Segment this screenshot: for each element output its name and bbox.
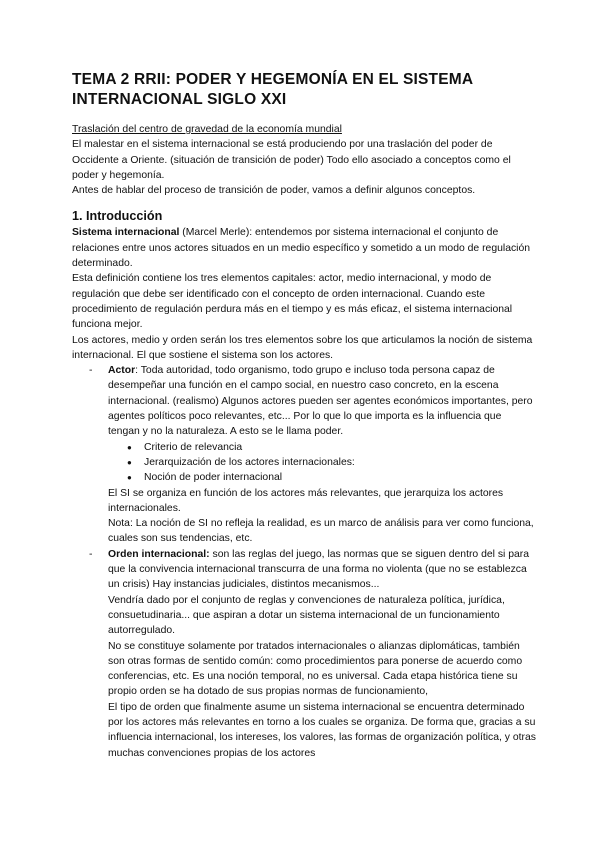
definition-author: (Marcel Merle) — [179, 227, 250, 239]
document-title: TEMA 2 RRII: PODER Y HEGEMONÍA EN EL SISTEMA INTERNACIONAL SIGLO XXI — [72, 71, 473, 108]
list-item: ● Criterio de relevancia — [144, 440, 536, 455]
actor-term: Actor — [108, 365, 136, 377]
articulation-paragraph: Los actores, medio y orden serán los tres elementos sobre los que articulamos la noción de sistema internacional. El que sostiene el sistema son los actores. — [72, 334, 533, 361]
definition-term: Sistema internacional — [72, 227, 180, 239]
actor-note-2: Nota: La noción de SI no refleja la realidad, es un marco de análisis para ver como funciona, cuales son sus tendencias, etc. — [108, 518, 534, 545]
definition-text: : entendemos por sistema internacional el conjunto de relaciones entre unos actores situados en un medio específico y sometido a un modo de regulación determinado. — [72, 227, 531, 270]
orden-paragraph-3: No se constituye solamente por tratados internacionales o alianzas diplomáticas, también son otras formas de sentido común: como procedimientos para ponerse de acuerdo como conferencias, etc. Es una noción temporal, no es universal. Cada etapa histórica tiene su propio orden se ha dotado de sus propias normas de funcionamiento, — [108, 640, 523, 698]
list-item: ● Noción de poder internacional — [144, 470, 536, 485]
definition-paragraph — [72, 225, 536, 271]
elements-paragraph: Esta definición contiene los tres elementos capitales: actor, medio internacional, y modo de regulación que debe ser identificado con el concepto de orden internacional. Cuando este procedimiento de regulación perdura más en el tiempo y es más eficaz, el sistema internacional funciona mejor. — [72, 273, 513, 331]
actor-text: : Toda autoridad, todo organismo, todo grupo e incluso toda persona capaz de desempeñar una función en el campo social, en nuestro caso concreto, en la escena internacional. (realismo) Algunos actores pueden ser agentes económicos importantes, pero agentes políticos poco relevantes, etc... Por lo que lo que importa es la influencia que tengan y no la naturaleza. A esto se le llama poder. — [108, 365, 533, 438]
intro-heading: Traslación del centro de gravedad de la economía mundial — [72, 124, 342, 135]
list-item: ● Jerarquización de los actores internacionales: — [144, 455, 536, 470]
orden-paragraph-4: El tipo de orden que finalmente asume un sistema internacional se encuentra determinado por los actores más relevantes en torno a los cuales se organiza. De forma que, gracias a su influencia internacional, los intereses, los valores, las formas de organización política, y otras muchas convenciones propias de los actores — [108, 701, 536, 759]
intro-paragraph-2: Antes de hablar del proceso de transición de poder, vamos a definir algunos conceptos. — [72, 185, 476, 197]
orden-term: Orden internacional: — [108, 548, 210, 560]
list-item-orden — [108, 547, 536, 761]
actor-bullet-list — [108, 440, 536, 486]
list-item-actor — [108, 363, 536, 547]
concept-list — [72, 363, 536, 761]
orden-paragraph-2: Vendría dado por el conjunto de reglas y convenciones de naturaleza política, jurídica, consuetudinaria... que aspiran a dotar un sistema internacional de un funcionamiento autorregulado. — [108, 594, 505, 637]
intro-paragraph-1: El malestar en el sistema internacional se está produciendo por una traslación del poder de Occidente a Oriente. (situación de transición de poder) Todo ello asociado a conceptos como el poder y hegemonía. — [72, 139, 511, 181]
section-heading-introduccion: 1. Introducción — [72, 209, 163, 224]
actor-note-1: El SI se organiza en función de los actores más relevantes, que jerarquiza los actores internacionales. — [108, 487, 504, 514]
orden-text: son las reglas del juego, las normas que se siguen dentro del si para que la convivencia internacional transcurra de una forma no violenta (que no se establezca un crisis) Hay instancias judiciales, distintos mecanismos... — [108, 548, 530, 591]
